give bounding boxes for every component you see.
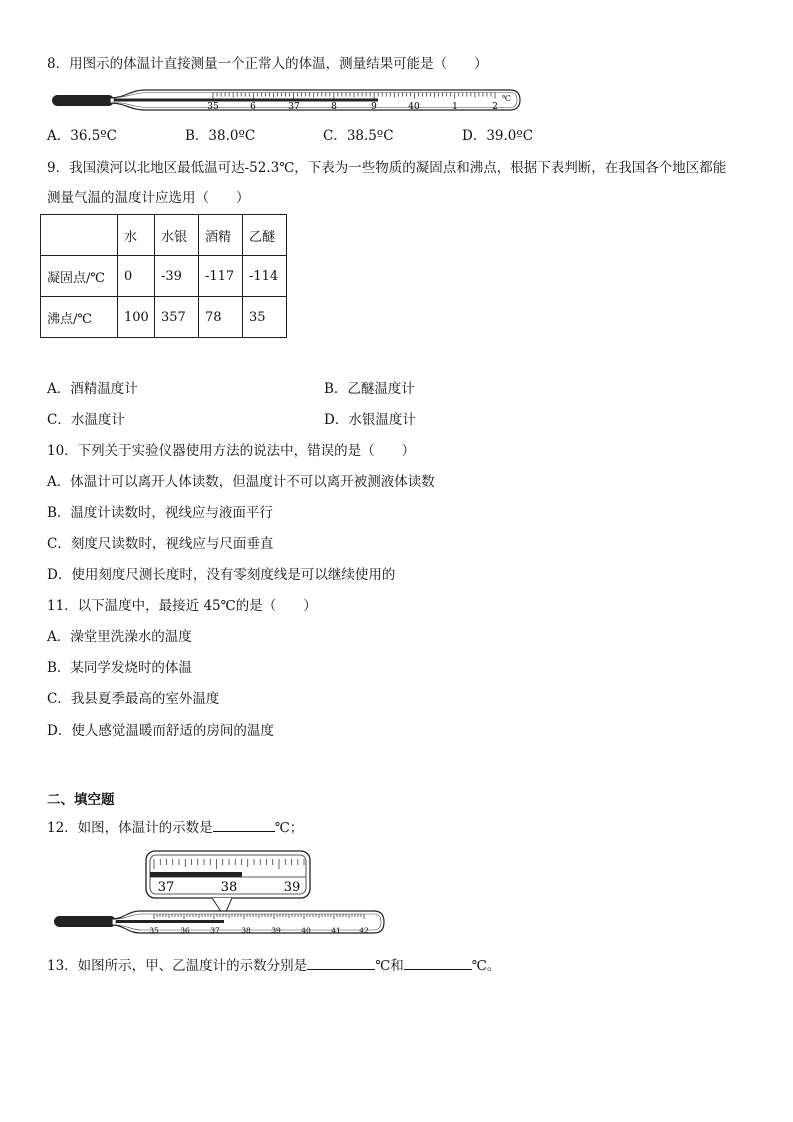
table-cell: -39 xyxy=(155,256,199,297)
q10-option-c[interactable]: C．刻度尺读数时，视线应与尺面垂直 xyxy=(47,536,274,552)
q12-zoom-label-39: 39 xyxy=(283,880,301,895)
table-cell: 0 xyxy=(118,256,155,297)
q12-answer-blank[interactable] xyxy=(213,817,275,832)
table-header-cell: 水银 xyxy=(155,215,199,256)
q8-label-5: 40 xyxy=(408,102,420,112)
q8-option-a[interactable]: A．36.5ºC xyxy=(47,128,117,144)
q12-zoom-label-37: 37 xyxy=(157,880,175,895)
q12-label-4: 39 xyxy=(271,926,281,935)
q13-stem-after: ℃。 xyxy=(471,958,501,974)
q12-stem xyxy=(47,817,303,837)
table-cell: 凝固点/℃ xyxy=(41,256,118,297)
q13-stem-mid: ℃和 xyxy=(375,958,404,974)
q12-label-0: 35 xyxy=(149,926,159,935)
table-row xyxy=(41,297,287,338)
q8-label-4: 9 xyxy=(371,102,377,112)
q12-label-2: 37 xyxy=(210,926,220,935)
q11-option-d[interactable]: D．使人感觉温暖而舒适的房间的温度 xyxy=(47,723,274,739)
q12-stem-before: 12．如图，体温计的示数是 xyxy=(47,820,213,836)
q9-stem-line1: 9．我国漠河以北地区最低温可达-52.3℃，下表为一些物质的凝固点和沸点，根据下表判断，在我国各个地区都能 xyxy=(47,160,727,176)
table-header-cell: 乙醚 xyxy=(243,215,287,256)
table-cell: 357 xyxy=(155,297,199,338)
q12-thermometer-figure xyxy=(52,848,388,940)
q13-answer-blank-b[interactable] xyxy=(404,955,472,970)
q8-label-2: 37 xyxy=(288,102,300,112)
q8-option-b[interactable]: B．38.0ºC xyxy=(185,128,256,144)
table-header-cell: 水 xyxy=(118,215,155,256)
table-cell: 78 xyxy=(199,297,243,338)
q11-option-b[interactable]: B．某同学发烧时的体温 xyxy=(47,660,192,676)
q12-label-5: 40 xyxy=(301,926,311,935)
section-title-fill-in: 二、填空题 xyxy=(47,792,115,808)
q12-zoom-label-38: 38 xyxy=(220,880,238,895)
q10-option-b[interactable]: B．温度计读数时，视线应与液面平行 xyxy=(47,505,273,521)
q10-option-a[interactable]: A．体温计可以离开人体读数，但温度计不可以离开被测液体读数 xyxy=(47,474,435,490)
q8-stem: 8．用图示的体温计直接测量一个正常人的体温，测量结果可能是（ ） xyxy=(47,56,488,72)
q8-thermometer xyxy=(50,84,525,116)
q9-data-table xyxy=(40,214,287,338)
table-header-row xyxy=(41,215,287,256)
q12-label-7: 42 xyxy=(359,926,369,935)
q12-label-6: 41 xyxy=(331,926,341,935)
q10-option-d[interactable]: D．使用刻度尺测长度时，没有零刻度线是可以继续使用的 xyxy=(47,567,396,583)
q9-option-c[interactable]: C．水温度计 xyxy=(47,412,125,428)
table-header-cell: 酒精 xyxy=(199,215,243,256)
table-cell: 100 xyxy=(118,297,155,338)
table-row xyxy=(41,256,287,297)
q8-label-6: 1 xyxy=(452,102,458,112)
q10-stem: 10．下列关于实验仪器使用方法的说法中，错误的是（ ） xyxy=(47,443,416,459)
table-cell: -114 xyxy=(243,256,287,297)
q9-option-d[interactable]: D．水银温度计 xyxy=(324,412,416,428)
q8-label-7: 2 xyxy=(492,102,498,112)
q8-option-c[interactable]: C．38.5ºC xyxy=(323,128,394,144)
q9-option-a[interactable]: A．酒精温度计 xyxy=(47,381,138,397)
q8-unit: ℃ xyxy=(502,94,511,103)
q8-label-3: 8 xyxy=(331,102,337,112)
q9-stem-line2: 测量气温的温度计应选用（ ） xyxy=(47,190,250,206)
table-header-cell xyxy=(41,215,118,256)
table-cell: 沸点/℃ xyxy=(41,297,118,338)
q12-stem-after: ℃； xyxy=(274,820,304,836)
q11-stem: 11．以下温度中，最接近 45℃的是（ ） xyxy=(47,598,317,614)
table-cell: -117 xyxy=(199,256,243,297)
q13-stem xyxy=(47,955,500,975)
q11-option-c[interactable]: C．我县夏季最高的室外温度 xyxy=(47,691,220,707)
q8-option-d[interactable]: D．39.0ºC xyxy=(462,128,534,144)
q12-label-3: 38 xyxy=(241,926,251,935)
q13-answer-blank-a[interactable] xyxy=(307,955,375,970)
q8-label-0: 35 xyxy=(207,102,219,112)
q9-option-b[interactable]: B．乙醚温度计 xyxy=(324,381,415,397)
q11-option-a[interactable]: A．澡堂里洗澡水的温度 xyxy=(47,629,192,645)
q12-label-1: 36 xyxy=(180,926,190,935)
q13-stem-before: 13．如图所示，甲、乙温度计的示数分别是 xyxy=(47,958,308,974)
q8-label-1: 6 xyxy=(250,102,256,112)
table-cell: 35 xyxy=(243,297,287,338)
